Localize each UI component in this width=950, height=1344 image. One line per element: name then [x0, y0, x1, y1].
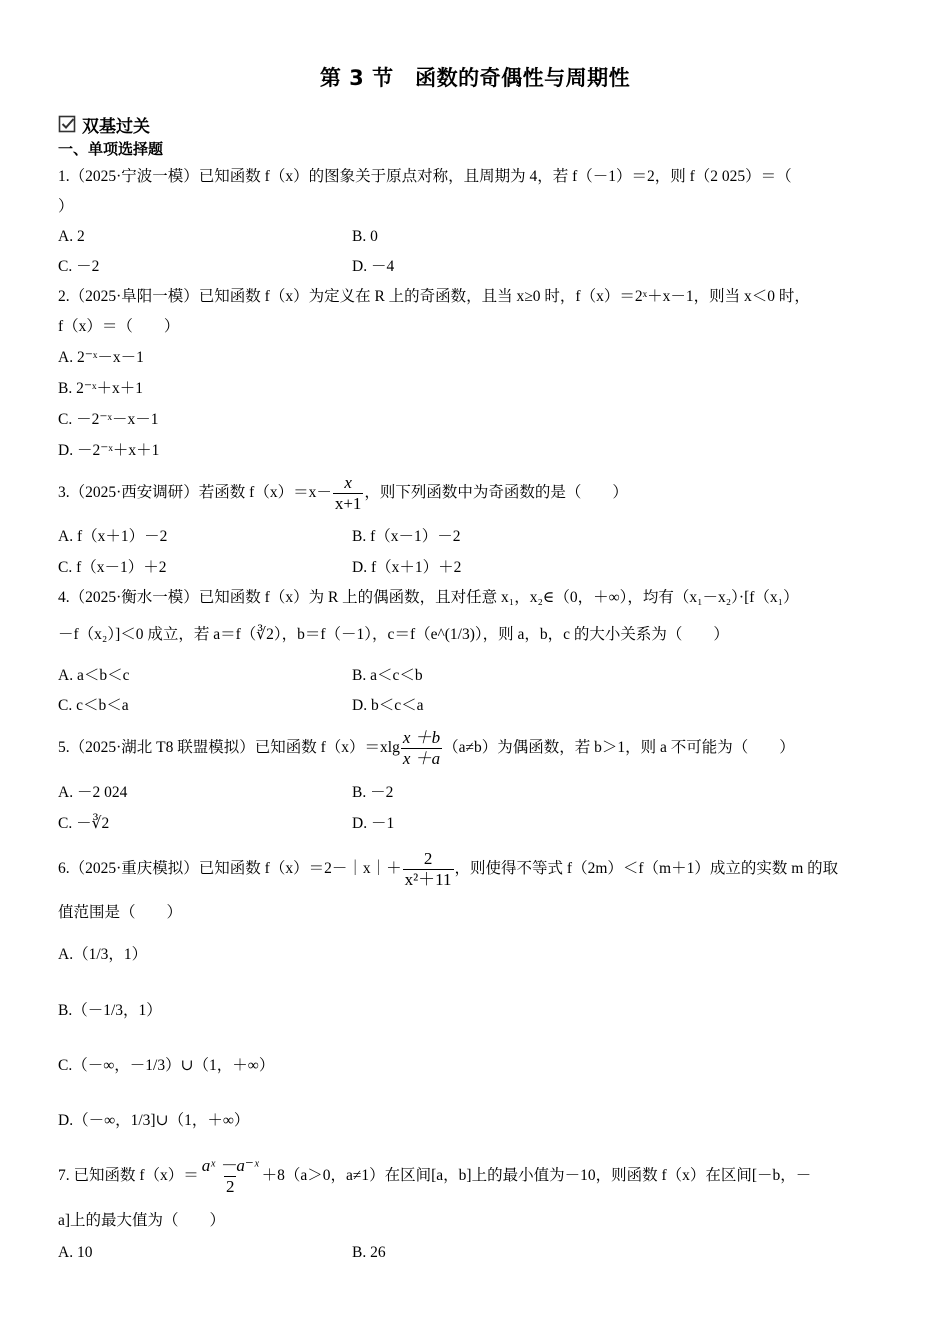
page-title: 第 3 节 函数的奇偶性与周期性	[319, 66, 631, 90]
question-7-fraction	[200, 1156, 261, 1196]
question-6-option-b: B.（－1/3，1）	[58, 1002, 162, 1019]
question-6-suffix: ，则使得不等式 f（2m）＜f（m＋1）成立的实数 m 的取	[454, 860, 839, 877]
question-3-option-b: B. f（x－1）－2	[352, 528, 461, 545]
question-3-fraction	[333, 473, 364, 513]
question-2-line-2: f（x）＝（ ）	[58, 318, 180, 335]
question-2-option-c: C. －2⁻ˣ－x－1	[58, 411, 159, 428]
question-5-option-c: C. －∛2	[58, 815, 110, 832]
question-3-option-c: C. f（x－1）＋2	[58, 559, 167, 576]
question-1-option-a: A. 2	[58, 228, 85, 245]
question-4-line-2: －f（x₂）]＜0 成立，若 a＝f（∛2），b＝f（－1），c＝f（e^(1/3)），则 a，b，c 的大小关系为（ ）	[58, 626, 729, 643]
question-5-option-b: B. －2	[352, 784, 394, 801]
question-6-prefix: 6.（2025·重庆模拟）已知函数 f（x）＝2－｜x｜＋	[58, 860, 402, 877]
question-3-option-a: A. f（x＋1）－2	[58, 528, 168, 545]
question-6-stem	[58, 846, 838, 892]
question-2-line-1: 2.（2025·阜阳一模）已知函数 f（x）为定义在 R 上的奇函数，且当 x≥0 时，f（x）＝2ˣ＋x－1，则当 x＜0 时，	[58, 288, 810, 305]
question-3-fraction-numerator: x	[344, 473, 352, 493]
question-2-option-d: D. －2⁻ˣ＋x＋1	[58, 442, 160, 459]
question-3-fraction-denominator: x+1	[334, 493, 362, 513]
question-7-line-2: a]上的最大值为（ ）	[58, 1212, 226, 1229]
question-5-option-a: A. －2 024	[58, 784, 128, 801]
question-2-option-b: B. 2⁻ˣ＋x＋1	[58, 380, 144, 397]
question-4-option-b: B. a＜c＜b	[352, 667, 423, 684]
question-4-option-a: A. a＜b＜c	[58, 667, 130, 684]
question-7-option-b: B. 26	[352, 1244, 386, 1261]
question-6-fraction	[403, 849, 454, 889]
question-7-option-a: A. 10	[58, 1244, 93, 1261]
question-5-fraction	[401, 728, 442, 768]
question-6-option-c: C.（－∞，－1/3）∪（1，＋∞）	[58, 1057, 275, 1074]
question-5-suffix: （a≠b）为偶函数，若 b＞1，则 a 不可能为（ ）	[443, 739, 795, 756]
question-1-line-2: ）	[58, 198, 74, 215]
section-heading	[58, 112, 150, 136]
question-1-option-d: D. －4	[352, 258, 395, 275]
question-4-option-c: C. c＜b＜a	[58, 697, 129, 714]
subsection-heading: 一、单项选择题	[58, 140, 164, 158]
question-7-suffix: ＋8（a＞0，a≠1）在区间[a，b]上的最小值为－10，则函数 f（x）在区间[－b，－	[261, 1167, 812, 1184]
question-6-option-a: A.（1/3，1）	[58, 946, 148, 963]
question-5-fraction-denominator: x ＋a	[402, 748, 441, 768]
question-5-option-d: D. －1	[352, 815, 395, 832]
question-7-fraction-denominator: 2	[225, 1176, 235, 1196]
question-3-option-d: D. f（x＋1）＋2	[352, 559, 462, 576]
checkbox-icon	[58, 115, 76, 133]
question-6-fraction-numerator: 2	[423, 849, 433, 869]
question-6-option-d: D.（－∞，1/3]∪（1，＋∞）	[58, 1112, 250, 1129]
question-6-line-2: 值范围是（ ）	[58, 904, 183, 921]
question-1-option-b: B. 0	[352, 228, 378, 245]
question-6-fraction-denominator: x²＋11	[404, 869, 452, 889]
question-2-option-a: A. 2⁻ˣ－x－1	[58, 349, 144, 366]
question-5-fraction-numerator: x ＋b	[402, 728, 441, 748]
question-4-line-1: 4.（2025·衡水一模）已知函数 f（x）为 R 上的偶函数，且对任意 x₁，x₂∈（0，＋∞），均有（x₁－x₂）·[f（x₁）	[58, 589, 799, 606]
question-7-fraction-numerator: aˣ －a⁻ˣ	[201, 1156, 259, 1176]
question-4-option-d: D. b＜c＜a	[352, 697, 424, 714]
question-7-prefix: 7. 已知函数 f（x）＝	[58, 1167, 199, 1184]
question-7-stem	[58, 1153, 811, 1199]
question-3-prefix: 3.（2025·西安调研）若函数 f（x）＝x－	[58, 484, 332, 501]
question-5-stem	[58, 725, 795, 771]
question-1-option-c: C. －2	[58, 258, 100, 275]
question-1-line-1: 1.（2025·宁波一模）已知函数 f（x）的图象关于原点对称，且周期为 4，若 f（－1）＝2，则 f（2 025）＝（	[58, 168, 792, 185]
question-3-stem	[58, 470, 628, 516]
section-heading-label: 双基过关	[82, 116, 150, 137]
question-3-suffix: ，则下列函数中为奇函数的是（ ）	[364, 484, 628, 501]
question-5-prefix: 5.（2025·湖北 T8 联盟模拟）已知函数 f（x）＝xlg	[58, 739, 400, 756]
